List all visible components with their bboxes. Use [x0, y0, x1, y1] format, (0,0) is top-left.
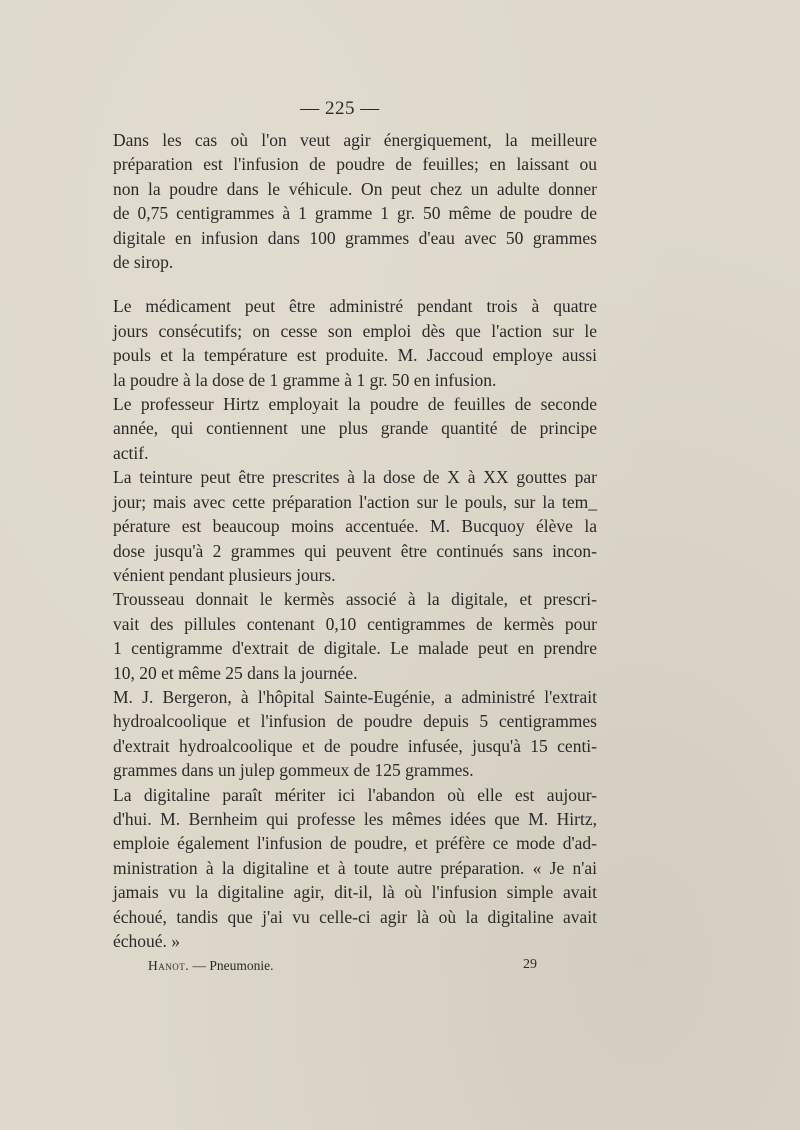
paragraph-3	[113, 392, 597, 465]
text-line: pérature est beaucoup moins accentuée. M. Bucquoy élève la	[113, 516, 597, 537]
text-line: ministration à la digitaline et à toute autre préparation. « Je n'ai	[113, 857, 597, 878]
text-line: actif.	[113, 442, 149, 463]
text-line: hydroalcoolique et l'infusion de poudre depuis 5 centigrammes	[113, 711, 597, 732]
text-line: jamais vu la digitaline agir, dit-il, là où l'infusion simple avait	[113, 882, 597, 903]
text-line: la poudre à la dose de 1 gramme à 1 gr. 50 en infusion.	[113, 369, 497, 390]
page-footer	[148, 958, 548, 974]
text-line: Dans les cas où l'on veut agir énergiquement, la meilleure	[113, 130, 597, 150]
text-line: de 0,75 centigrammes à 1 gramme 1 gr. 50 même de poudre de	[113, 203, 597, 224]
text-line: 1 centigramme d'extrait de digitale. Le malade peut en prendre	[113, 638, 597, 659]
text-line: vénient pendant plusieurs jours.	[113, 564, 336, 585]
text-line: grammes dans un julep gommeux de 125 grammes.	[113, 760, 474, 781]
text-line: 10, 20 et même 25 dans la journée.	[113, 662, 358, 683]
text-line: échoué, tandis que j'ai vu celle-ci agir là où la digitaline avait	[113, 906, 597, 927]
text-line: pouls et la température est produite. M. Jaccoud employe aussi	[113, 345, 597, 366]
text-line: Le professeur Hirtz employait la poudre de feuilles de seconde	[113, 394, 597, 415]
text-line: La teinture peut être prescrites à la dose de X à XX gouttes par	[113, 467, 597, 488]
text-line: année, qui contiennent une plus grande quantité de principe	[113, 418, 597, 439]
text-line: échoué. »	[113, 931, 181, 951]
text-line: jours consécutifs; on cesse son emploi dès que l'action sur le	[113, 320, 597, 341]
footer-separator: —	[192, 958, 206, 973]
paragraph-5	[113, 587, 597, 685]
page-number: — 225 —	[300, 98, 380, 119]
footer-title: Pneumonie.	[209, 958, 274, 973]
paragraph-6	[113, 685, 597, 783]
text-line: Le médicament peut être administré pendant trois à quatre	[113, 296, 597, 317]
paragraph-1	[113, 128, 597, 274]
text-line: Trousseau donnait le kermès associé à la digitale, et prescri-	[113, 589, 597, 610]
text-line: M. J. Bergeron, à l'hôpital Sainte-Eugénie, a administré l'extrait	[113, 686, 597, 707]
text-line: non la poudre dans le véhicule. On peut chez un adulte donner	[113, 178, 597, 199]
text-line: La digitaline paraît mériter ici l'abandon où elle est aujour-	[113, 784, 597, 805]
paragraph-7	[113, 783, 597, 954]
paragraph-2	[113, 294, 597, 392]
text-line: préparation est l'infusion de poudre de feuilles; en laissant ou	[113, 154, 597, 175]
text-line: jour; mais avec cette préparation l'action sur le pouls, sur la tem_	[113, 491, 597, 512]
paragraph-4	[113, 465, 597, 587]
text-line: emploie également l'infusion de poudre, et préfère ce mode d'ad-	[113, 833, 597, 854]
text-line: digitale en infusion dans 100 grammes d'eau avec 50 grammes	[113, 227, 597, 248]
signature-mark: 29	[523, 957, 537, 972]
text-line: d'extrait hydroalcoolique et de poudre infusée, jusqu'à 15 centi-	[113, 735, 597, 756]
text-line: d'hui. M. Bernheim qui professe les mêmes idées que M. Hirtz,	[113, 808, 597, 829]
text-line: dose jusqu'à 2 grammes qui peuvent être continués sans incon-	[113, 540, 597, 561]
body-text	[113, 128, 597, 953]
footer-author: Hanot.	[148, 958, 190, 973]
text-line: vait des pillules contenant 0,10 centigrammes de kermès pour	[113, 613, 597, 634]
text-line: de sirop.	[113, 252, 174, 273]
